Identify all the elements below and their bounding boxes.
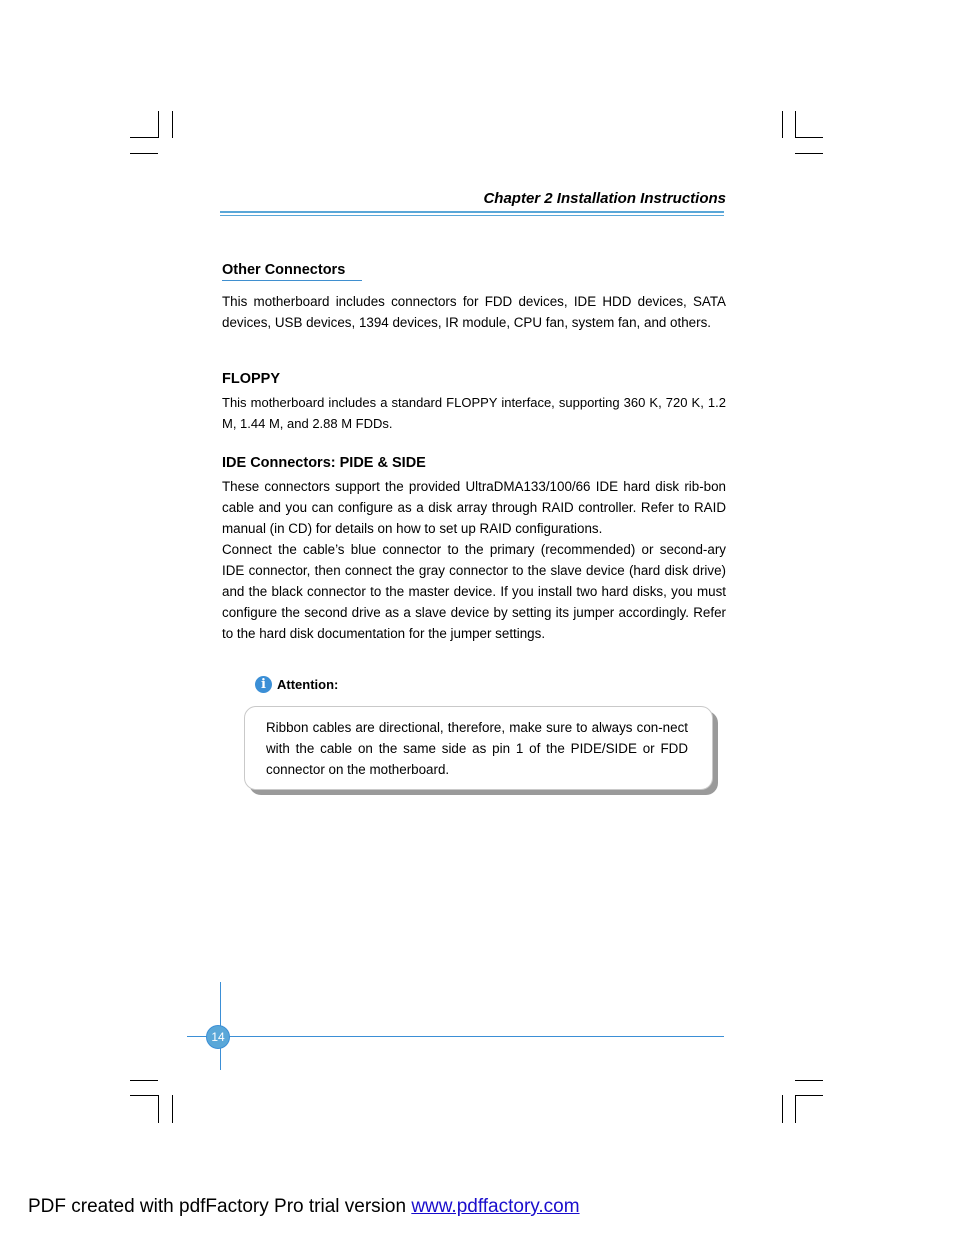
footer-link[interactable]: www.pdffactory.com	[411, 1196, 580, 1217]
crop-mark	[795, 153, 823, 154]
header-rule	[220, 211, 724, 213]
crop-mark	[130, 1080, 158, 1081]
heading-underline	[222, 280, 362, 281]
crop-mark	[158, 1095, 159, 1123]
attention-note: Ribbon cables are directional, therefore, make sure to always con-nect with the cable on the same side as pin 1 of the PIDE/SIDE or FDD connector on the motherboard.	[244, 706, 713, 790]
crop-mark	[782, 111, 783, 138]
pdf-footer	[28, 1196, 580, 1218]
crop-mark	[130, 1095, 158, 1096]
paragraph-other-connectors: This motherboard includes connectors for FDD devices, IDE HDD devices, SATA devices, USB devices, 1394 devices, IR module, CPU fan, system fan, and others.	[222, 294, 726, 330]
crop-mark	[172, 1095, 173, 1123]
footer-text: PDF created with pdfFactory Pro trial version	[28, 1196, 412, 1217]
page-number-rule	[187, 1036, 724, 1037]
crop-mark	[158, 111, 159, 138]
crop-mark	[795, 137, 823, 138]
paragraph-ide-1: These connectors support the provided UltraDMA133/100/66 IDE hard disk rib-bon cable and you can configure as a disk array through RAID controller. Refer to RAID manual (in CD) for details on how to set up RAID configurations.	[222, 479, 726, 536]
info-icon: i	[255, 676, 272, 693]
section-heading-floppy: FLOPPY	[222, 371, 281, 387]
crop-mark	[795, 111, 796, 138]
crop-mark	[130, 137, 158, 138]
page-number: 14	[206, 1025, 230, 1049]
crop-mark	[130, 153, 158, 154]
paragraph-floppy: This motherboard includes a standard FLOPPY interface, supporting 360 K, 720 K, 1.2 M, 1.44 M, and 2.88 M FDDs.	[222, 395, 726, 431]
crop-mark	[172, 111, 173, 138]
section-heading-ide: IDE Connectors: PIDE & SIDE	[222, 455, 426, 471]
crop-mark	[795, 1095, 823, 1096]
chapter-title: Chapter 2 Installation Instructions	[483, 190, 726, 207]
crop-mark	[795, 1095, 796, 1123]
section-heading-other-connectors: Other Connectors	[222, 262, 346, 278]
header-rule	[220, 215, 724, 216]
paragraph-ide-2: Connect the cable’s blue connector to the primary (recommended) or second-ary IDE connector, then connect the gray connector to the slave device (hard disk drive) and the black connector to the master device. If you install two hard disks, you must configure the second drive as a slave device by setting its jumper accordingly. Refer to the hard disk documentation for the jumper settings.	[222, 542, 726, 641]
crop-mark	[795, 1080, 823, 1081]
attention-label: Attention:	[277, 677, 339, 692]
crop-mark	[782, 1095, 783, 1123]
